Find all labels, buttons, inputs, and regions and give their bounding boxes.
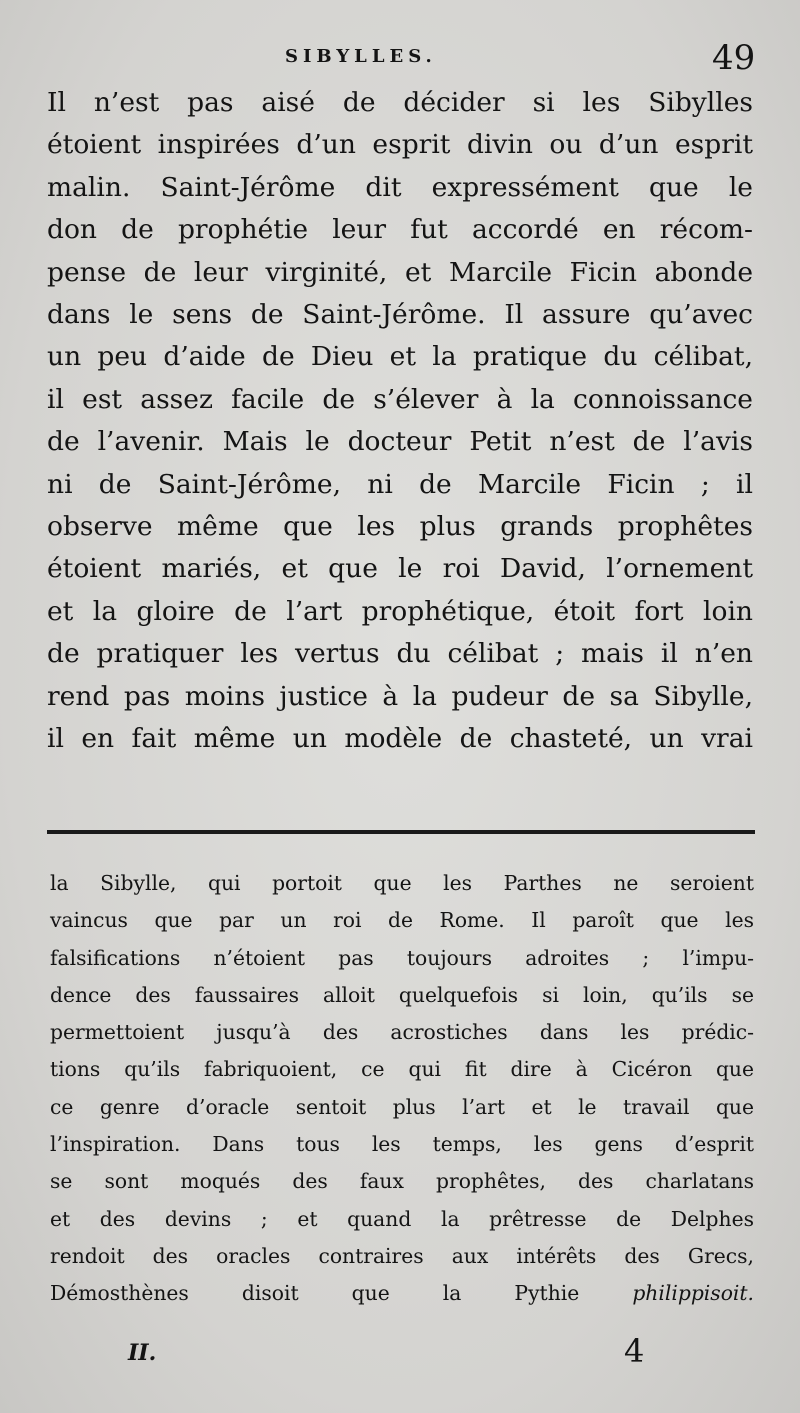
body-line: et la gloire de l’art prophétique, étoit fort loin: [47, 595, 753, 627]
page-header: [0, 38, 800, 88]
body-line: de l’avenir. Mais le docteur Petit n’est de l’avis: [47, 426, 753, 458]
body-line: il est assez facile de s’élever à la connoissance: [47, 383, 753, 415]
body-line: ni de Saint-Jérôme, ni de Marcile Ficin ; il: [47, 468, 753, 500]
body-line: dans le sens de Saint-Jérôme. Il assure qu’avec: [47, 299, 753, 331]
footnote-line: l’inspiration. Dans tous les temps, les gens d’esprit: [50, 1132, 754, 1157]
footnote-line: permettoient jusqu’à des acrostiches dans les prédic-: [50, 1020, 754, 1045]
body-line: un peu d’aide de Dieu et la pratique du célibat,: [47, 341, 753, 373]
body-line: étoient mariés, et que le roi David, l’ornement: [47, 553, 753, 585]
gathering-mark: 4: [624, 1332, 645, 1370]
signature-mark: II.: [128, 1340, 157, 1366]
footnote-text: [50, 865, 754, 1313]
body-text: [47, 82, 753, 761]
footnote-line: ce genre d’oracle sentoit plus l’art et le travail que: [50, 1094, 754, 1119]
body-line: il en fait même un modèle de chasteté, un vrai: [47, 723, 753, 755]
body-line: rend pas moins justice à la pudeur de sa Sibylle,: [47, 680, 753, 712]
footnote-line: rendoit des oracles contraires aux intérêts des Grecs,: [50, 1243, 754, 1268]
footnote-line: vaincus que par un roi de Rome. Il paroît que les: [50, 908, 754, 933]
footnote-line: se sont moqués des faux prophêtes, des charlatans: [50, 1169, 754, 1194]
footnote-separator-rule: [47, 830, 755, 834]
body-line: malin. Saint-Jérôme dit expressément que le: [47, 171, 753, 203]
body-line: pense de leur virginité, et Marcile Ficin abonde: [47, 256, 753, 288]
footnote-line: et des devins ; et quand la prêtresse de Delphes: [50, 1206, 754, 1231]
body-line: étoient inspirées d’un esprit divin ou d’un esprit: [47, 129, 753, 161]
footnote-line: falsifications n’étoient pas toujours adroites ; l’impu-: [50, 945, 754, 970]
body-line: observe même que les plus grands prophêtes: [47, 511, 753, 543]
page-footer: [0, 1332, 800, 1382]
body-line: don de prophétie leur fut accordé en récom-: [47, 214, 753, 246]
footnote-line: dence des faussaires alloit quelquefois si loin, qu’ils se: [50, 982, 754, 1007]
running-title: SIBYLLES.: [285, 46, 437, 67]
footnote-last-line-start: Démosthènes disoit que la Pythie: [50, 1281, 633, 1306]
body-line: Il n’est pas aisé de décider si les Sibylles: [47, 87, 753, 118]
page-number: 49: [712, 38, 756, 78]
footnote-line: la Sibylle, qui portoit que les Parthes ne seroient: [50, 871, 754, 895]
footnote-last-line: [50, 1275, 754, 1312]
footnote-line: tions qu’ils fabriquoient, ce qui fit dire à Cicéron que: [50, 1057, 754, 1082]
body-line: de pratiquer les vertus du célibat ; mais il n’en: [47, 638, 753, 670]
footnote-italic-word: philippisoit.: [632, 1281, 754, 1306]
